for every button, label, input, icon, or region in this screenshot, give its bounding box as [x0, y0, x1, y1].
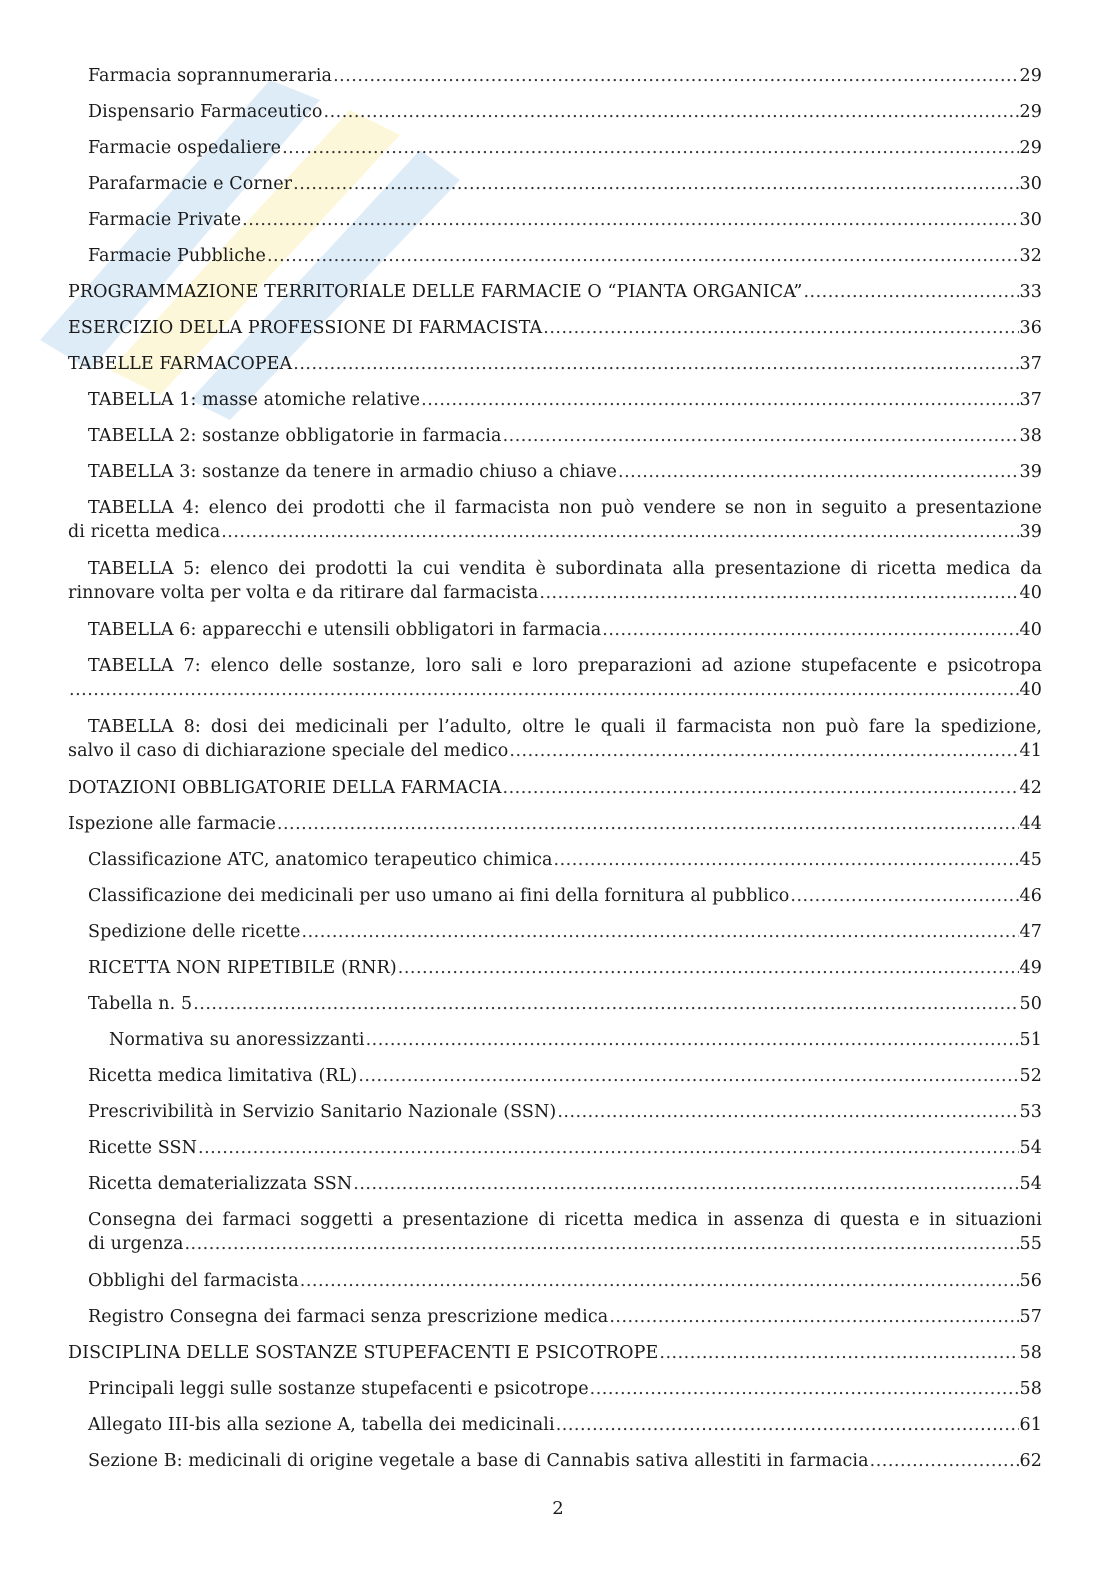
toc-entry[interactable]: Classificazione ATC, anatomico terapeutico chimica ..... 45: [68, 848, 1042, 884]
toc-entry-line: TABELLA 4: elenco dei prodotti che il farmacista non può vendere se non in seguito a presentazione: [88, 498, 1042, 518]
toc-entry[interactable]: TABELLA 6: apparecchi e utensili obbligatori in farmacia ..... 40: [68, 618, 1042, 654]
toc-entry[interactable]: TABELLA 2: sostanze obbligatorie in farmacia ..... 38: [68, 424, 1042, 460]
toc-entry[interactable]: PROGRAMMAZIONE TERRITORIALE DELLE FARMACIE O “PIANTA ORGANICA” ..... 33: [68, 280, 1042, 316]
toc-entry[interactable]: RICETTA NON RIPETIBILE (RNR) ..... 49: [68, 956, 1042, 992]
toc-entry[interactable]: Ricetta medica limitativa (RL) ..... 52: [68, 1064, 1042, 1100]
toc-entry[interactable]: TABELLA 4: elenco dei prodotti che il farmacista non può vendere se non in seguito a presentazione di ricetta medica ..... 39: [68, 496, 1042, 557]
toc-entry[interactable]: Normativa su anoressizzanti ..... 51: [68, 1028, 1042, 1064]
toc-entry[interactable]: Parafarmacie e Corner ..... 30: [68, 172, 1042, 208]
page-number: 2: [552, 1498, 564, 1519]
toc-entry[interactable]: Dispensario Farmaceutico ..... 29: [68, 100, 1042, 136]
toc-entry[interactable]: DISCIPLINA DELLE SOSTANZE STUPEFACENTI E PSICOTROPE ..... 58: [68, 1341, 1042, 1377]
toc-entry[interactable]: Ispezione alle farmacie ..... 44: [68, 812, 1042, 848]
toc-entry[interactable]: TABELLA 7: elenco delle sostanze, loro sali e loro preparazioni ad azione stupefacente e psicotropa ..... 40: [68, 654, 1042, 715]
toc-entry[interactable]: Tabella n. 5 ..... 50: [68, 992, 1042, 1028]
toc-entry[interactable]: Ricetta dematerializzata SSN ..... 54: [68, 1172, 1042, 1208]
toc-entry[interactable]: Classificazione dei medicinali per uso umano ai fini della fornitura al pubblico ..... 46: [68, 884, 1042, 920]
toc-entry-line: Consegna dei farmaci soggetti a presentazione di ricetta medica in assenza di questa e in situazioni: [88, 1210, 1042, 1230]
toc-entry[interactable]: Prescrivibilità in Servizio Sanitario Nazionale (SSN) ..... 53: [68, 1100, 1042, 1136]
toc-entry[interactable]: TABELLA 5: elenco dei prodotti la cui vendita è subordinata alla presentazione di ricetta medica da rinnovare volta per volta e da ritirare dal farmacista ..... 40: [68, 557, 1042, 618]
toc-entry[interactable]: TABELLA 8: dosi dei medicinali per l’adulto, oltre le quali il farmacista non può fare la spedizione, salvo il caso di dichiarazione speciale del medico ..... 41: [68, 715, 1042, 776]
toc-entry-line: TABELLA 5: elenco dei prodotti la cui vendita è subordinata alla presentazione di ricetta medica da: [88, 559, 1042, 579]
toc-entry[interactable]: DOTAZIONI OBBLIGATORIE DELLA FARMACIA ..... 42: [68, 776, 1042, 812]
toc-entry[interactable]: Spedizione delle ricette ..... 47: [68, 920, 1042, 956]
toc-entry[interactable]: Farmacia soprannumeraria ..... 29: [68, 64, 1042, 100]
toc-entry[interactable]: Allegato III-bis alla sezione A, tabella dei medicinali ..... 61: [68, 1413, 1042, 1449]
toc-entry[interactable]: Farmacie Private ..... 30: [68, 208, 1042, 244]
toc-entry[interactable]: Obblighi del farmacista ..... 56: [68, 1269, 1042, 1305]
toc-entry-line: TABELLA 7: elenco delle sostanze, loro sali e loro preparazioni ad azione stupefacente e psicotropa: [88, 656, 1042, 676]
toc-entry[interactable]: TABELLA 1: masse atomiche relative ..... 37: [68, 388, 1042, 424]
toc-entry[interactable]: TABELLE FARMACOPEA ..... 37: [68, 352, 1042, 388]
toc-entry[interactable]: Sezione B: medicinali di origine vegetale a base di Cannabis sativa allestiti in farmacia ..... 62: [68, 1449, 1042, 1485]
toc-entry[interactable]: Registro Consegna dei farmaci senza prescrizione medica ..... 57: [68, 1305, 1042, 1341]
toc-entry[interactable]: Farmacie Pubbliche ..... 32: [68, 244, 1042, 280]
toc-entry[interactable]: TABELLA 3: sostanze da tenere in armadio chiuso a chiave ..... 39: [68, 460, 1042, 496]
toc-entry[interactable]: Consegna dei farmaci soggetti a presentazione di ricetta medica in assenza di questa e in situazioni di urgenza ..... 55: [68, 1208, 1042, 1269]
table-of-contents: [68, 64, 1042, 1485]
toc-entry-line: TABELLA 8: dosi dei medicinali per l’adulto, oltre le quali il farmacista non può fare la spedizione,: [88, 717, 1042, 737]
toc-entry[interactable]: Farmacie ospedaliere ..... 29: [68, 136, 1042, 172]
toc-entry[interactable]: Ricette SSN ..... 54: [68, 1136, 1042, 1172]
toc-entry[interactable]: Principali leggi sulle sostanze stupefacenti e psicotrope ..... 58: [68, 1377, 1042, 1413]
toc-entry[interactable]: ESERCIZIO DELLA PROFESSIONE DI FARMACISTA ..... 36: [68, 316, 1042, 352]
